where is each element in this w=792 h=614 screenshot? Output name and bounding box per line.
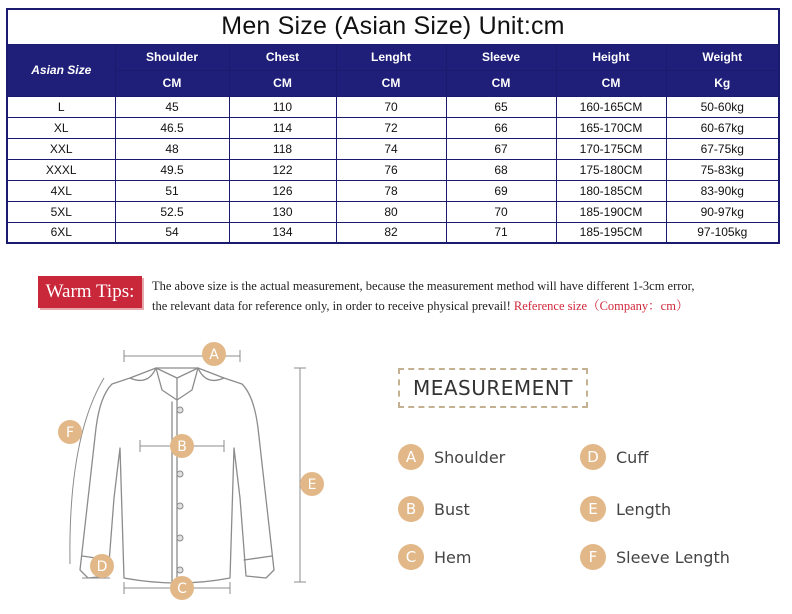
shirt-placket: [172, 400, 177, 582]
table-cell: 52.5: [115, 201, 229, 222]
corner-header: Asian Size: [7, 44, 115, 96]
size-cell: XXXL: [7, 159, 115, 180]
table-cell: 70: [336, 96, 446, 117]
table-cell: 122: [229, 159, 336, 180]
table-cell: 48: [115, 138, 229, 159]
size-cell: 5XL: [7, 201, 115, 222]
table-cell: 185-190CM: [556, 201, 666, 222]
table-cell: 110: [229, 96, 336, 117]
button-dot: [177, 567, 183, 573]
table-cell: 72: [336, 117, 446, 138]
table-cell: 50-60kg: [666, 96, 779, 117]
shirt-diagram: [28, 338, 358, 614]
table-cell: 51: [115, 180, 229, 201]
table-cell: 70: [446, 201, 556, 222]
button-dot: [177, 535, 183, 541]
table-row: [7, 180, 779, 201]
legend-item-shoulder: [398, 444, 505, 470]
marker-a-label: A: [209, 347, 219, 363]
table-row: [7, 201, 779, 222]
legend-badge-a: A: [398, 444, 424, 470]
table-cell: 130: [229, 201, 336, 222]
table-cell: 74: [336, 138, 446, 159]
size-cell: XL: [7, 117, 115, 138]
legend-item-hem: [398, 544, 471, 570]
marker-c-label: C: [177, 581, 187, 597]
table-cell: 134: [229, 222, 336, 243]
table-cell: 75-83kg: [666, 159, 779, 180]
tips-line-2: [152, 296, 782, 316]
legend-item-cuff: [580, 444, 648, 470]
col-header-shoulder: Shoulder: [115, 44, 229, 70]
legend-label-cuff: Cuff: [616, 447, 649, 467]
table-cell: 67: [446, 138, 556, 159]
button-dot: [177, 471, 183, 477]
table-title: Men Size (Asian Size) Unit:cm: [7, 9, 779, 44]
table-cell: 118: [229, 138, 336, 159]
table-cell: 97-105kg: [666, 222, 779, 243]
legend-item-sleeve-length: [580, 544, 730, 570]
table-cell: 170-175CM: [556, 138, 666, 159]
table-cell: 175-180CM: [556, 159, 666, 180]
table-cell: 185-195CM: [556, 222, 666, 243]
unit-weight: Kg: [666, 70, 779, 96]
table-cell: 76: [336, 159, 446, 180]
table-cell: 83-90kg: [666, 180, 779, 201]
col-header-length: Lenght: [336, 44, 446, 70]
table-cell: 82: [336, 222, 446, 243]
marker-d-label: D: [96, 559, 108, 575]
size-cell: 6XL: [7, 222, 115, 243]
size-cell: 4XL: [7, 180, 115, 201]
table-cell: 67-75kg: [666, 138, 779, 159]
shirt-buttons: [177, 407, 183, 573]
col-header-chest: Chest: [229, 44, 336, 70]
legend-badge-d: D: [580, 444, 606, 470]
marker-b-label: B: [177, 439, 187, 455]
table-cell: 69: [446, 180, 556, 201]
table-row: [7, 117, 779, 138]
table-cell: 160-165CM: [556, 96, 666, 117]
legend-item-length: [580, 496, 671, 522]
table-cell: 126: [229, 180, 336, 201]
warm-tips-label: Warm Tips:: [38, 276, 142, 308]
table-cell: 71: [446, 222, 556, 243]
table-cell: 45: [115, 96, 229, 117]
legend-item-bust: [398, 496, 470, 522]
legend-label-shoulder: Shoulder: [434, 447, 506, 467]
table-cell: 65: [446, 96, 556, 117]
legend-label-length: Length: [616, 499, 672, 519]
marker-e-label: E: [307, 477, 317, 493]
col-header-height: Height: [556, 44, 666, 70]
tips-line-1: The above size is the actual measurement, because the measurement method will have different 1-3cm error,: [152, 279, 695, 293]
table-row: [7, 138, 779, 159]
table-cell: 60-67kg: [666, 117, 779, 138]
button-dot: [177, 503, 183, 509]
unit-length: CM: [336, 70, 446, 96]
table-cell: 46.5: [115, 117, 229, 138]
table-cell: 54: [115, 222, 229, 243]
table-cell: 78: [336, 180, 446, 201]
legend-badge-f: F: [580, 544, 606, 570]
size-table: [6, 8, 780, 244]
table-row: [7, 222, 779, 243]
legend-label-hem: Hem: [434, 547, 472, 567]
table-cell: 80: [336, 201, 446, 222]
table-cell: 68: [446, 159, 556, 180]
table-cell: 165-170CM: [556, 117, 666, 138]
table-cell: 180-185CM: [556, 180, 666, 201]
sleeve-length-line: [70, 378, 104, 564]
table-row: [7, 96, 779, 117]
size-cell: XXL: [7, 138, 115, 159]
col-header-weight: Weight: [666, 44, 779, 70]
marker-f-label: F: [65, 425, 75, 441]
unit-height: CM: [556, 70, 666, 96]
button-dot: [177, 407, 183, 413]
legend-label-sleeve-length: Sleeve Length: [616, 547, 730, 567]
unit-shoulder: CM: [115, 70, 229, 96]
size-cell: L: [7, 96, 115, 117]
diagram-markers: [58, 342, 324, 600]
tips-line-2-text: the relevant data for reference only, in order to receive physical prevail!: [152, 299, 511, 313]
measurement-title: MEASUREMENT: [398, 368, 588, 408]
legend-badge-e: E: [580, 496, 606, 522]
shirt-collar: [156, 368, 198, 400]
table-cell: 90-97kg: [666, 201, 779, 222]
table-cell: 49.5: [115, 159, 229, 180]
table-cell: 66: [446, 117, 556, 138]
legend-badge-b: B: [398, 496, 424, 522]
unit-chest: CM: [229, 70, 336, 96]
unit-sleeve: CM: [446, 70, 556, 96]
col-header-sleeve: Sleeve: [446, 44, 556, 70]
table-cell: 114: [229, 117, 336, 138]
tips-reference-note: Reference size（Company：cm）: [513, 299, 689, 313]
legend-label-bust: Bust: [434, 499, 470, 519]
table-row: [7, 159, 779, 180]
warm-tips-text: [152, 276, 782, 316]
legend-badge-c: C: [398, 544, 424, 570]
